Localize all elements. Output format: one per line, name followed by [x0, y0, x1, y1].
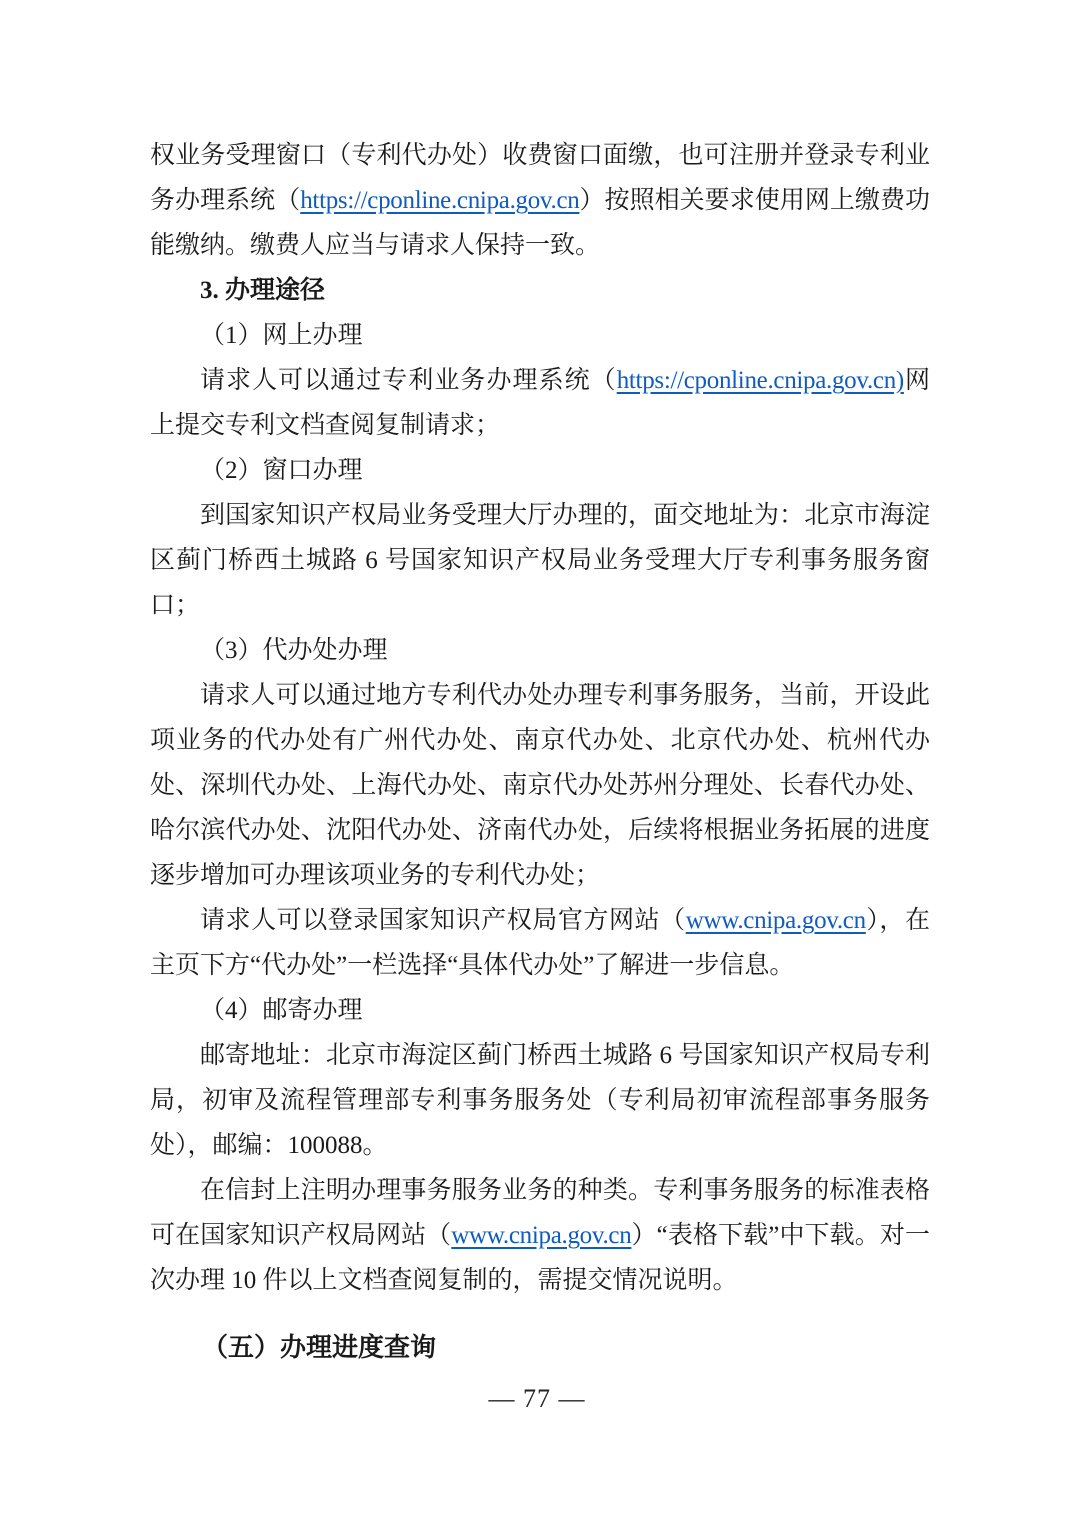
text-run: 请求人可以通过地方专利代办处办理专利事务服务，当前，开设此项业务的代办处有广州代办处、南京代办处、北京代办处、杭州代办处、深圳代办处、上海代办处、南京代办处苏州分理处、长春代办处、哈尔滨代办处、沈阳代办处、济南代办处，后续将根据业务拓展的进度逐步增加可办理该项业务的专利代办处； [150, 682, 930, 889]
paragraph [150, 1033, 930, 1168]
text-run: （1）网上办理 [200, 322, 363, 349]
paragraph [150, 898, 930, 988]
hyperlink[interactable]: https://cponline.cnipa.gov.cn) [616, 367, 904, 394]
section-heading [150, 1325, 930, 1370]
paragraph [150, 358, 930, 448]
hyperlink[interactable]: www.cnipa.gov.cn [685, 907, 866, 934]
paragraph [150, 313, 930, 358]
text-run: 邮寄地址：北京市海淀区蓟门桥西土城路 6 号国家知识产权局专利局，初审及流程管理部专利事务服务处（专利局初审流程部事务服务处），邮编：100088。 [150, 1042, 930, 1159]
text-run: 请求人可以通过专利业务办理系统（ [200, 367, 617, 394]
paragraph [150, 1168, 930, 1303]
text-run: 在信封上注明办理事务服务业务的种类。专利事务服务的标准表格可在国家知识产权局网站（ [150, 1177, 930, 1249]
text-run: （五）办理进度查询 [202, 1333, 437, 1362]
text-run: 权业务受理窗口（专利代办处）收费窗口面缴，也可注册并登录专利业务办理系统（ [150, 142, 930, 214]
paragraph [150, 493, 930, 628]
text-run: ）按照相关要求使用网上缴费功能缴纳。缴费人应当与请求人保持一致。 [150, 187, 930, 259]
paragraph [150, 988, 930, 1033]
paragraph [150, 133, 930, 268]
paragraph [150, 673, 930, 898]
document-body [150, 133, 930, 1370]
hyperlink[interactable]: www.cnipa.gov.cn [451, 1222, 632, 1249]
heading [150, 268, 930, 313]
text-run: （3）代办处办理 [200, 637, 388, 664]
page-number: — 77 — [488, 1384, 586, 1413]
text-run: ），在主页下方“代办处”一栏选择“具体代办处”了解进一步信息。 [150, 907, 930, 979]
text-run: 3. 办理途径 [200, 277, 326, 304]
text-run: 到国家知识产权局业务受理大厅办理的，面交地址为：北京市海淀区蓟门桥西土城路 6 号国家知识产权局业务受理大厅专利事务服务窗口； [150, 502, 930, 619]
text-run: 请求人可以登录国家知识产权局官方网站（ [200, 907, 686, 934]
text-run: ）“表格下载”中下载。对一次办理 10 件以上文档查阅复制的，需提交情况说明。 [150, 1222, 930, 1294]
paragraph [150, 628, 930, 673]
text-run: （2）窗口办理 [200, 457, 363, 484]
paragraph [150, 448, 930, 493]
text-run: （4）邮寄办理 [200, 997, 363, 1024]
page-footer [0, 1384, 1074, 1414]
text-run: 网上提交专利文档查阅复制请求； [150, 367, 930, 439]
hyperlink[interactable]: https://cponline.cnipa.gov.cn [300, 187, 580, 214]
